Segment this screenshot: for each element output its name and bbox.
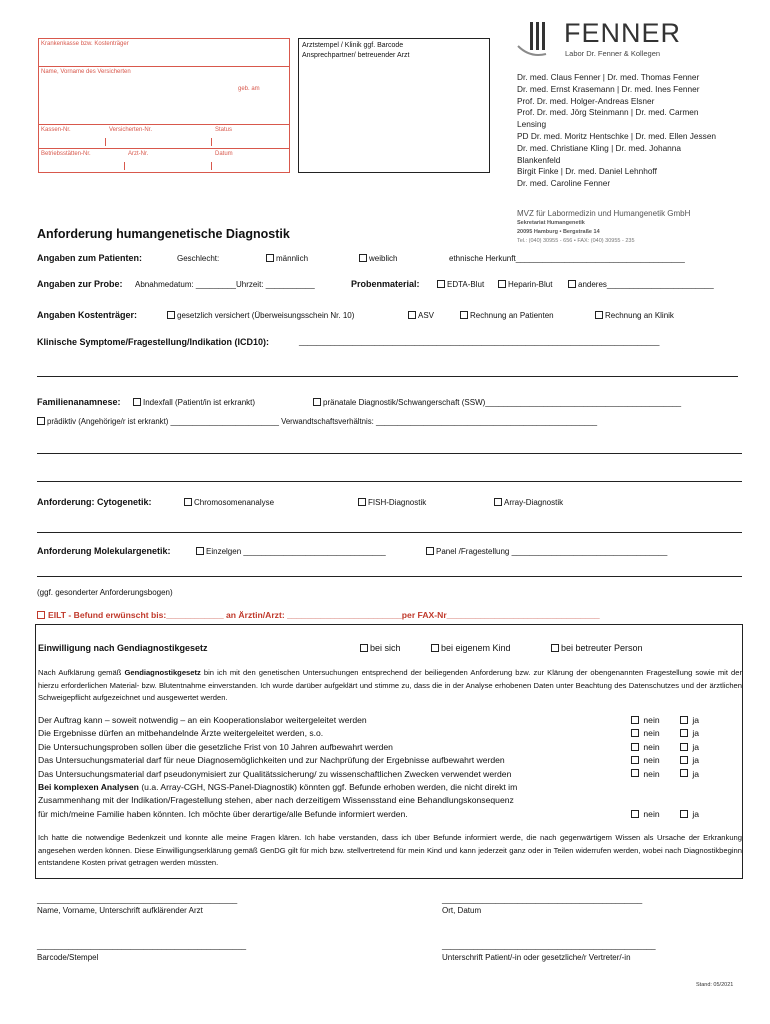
molecular-extra-line[interactable] [37, 576, 742, 577]
doctor-list [517, 72, 716, 190]
q4-yes-option[interactable]: ja [680, 754, 699, 767]
q4-yes-checkbox[interactable] [680, 756, 688, 764]
doctor-line: Birgit Finke | Dr. med. Daniel Lehnhoff [517, 166, 657, 177]
q2-yes-option[interactable]: ja [680, 727, 699, 740]
single-gene-option[interactable]: Einzelgen ________________________________ [196, 547, 386, 556]
question-6-line-2: Zusammenhang mit der Indikation/Fragestellung stehen, aber nach derzeitigem Wissensstand eine Behandlungskonsequenz [38, 795, 514, 806]
fenner-logo-mark-icon [516, 18, 558, 58]
label-kassen-nr: Kassen-Nr. [41, 127, 71, 133]
doctor-line: Prof. Dr. med. Jörg Steinmann | Dr. med. Carmen [517, 107, 699, 118]
q5-yes-checkbox[interactable] [680, 769, 688, 777]
answer-column-no [631, 714, 660, 821]
statutory-checkbox[interactable] [167, 311, 175, 319]
place-date-line[interactable]: _____________________________________________ [442, 895, 643, 904]
chromosome-option[interactable]: Chromosomenanalyse [184, 498, 274, 507]
doctor-signature-line[interactable]: _____________________________________________ [37, 895, 238, 904]
consent-closing: Ich hatte die notwendige Bedenkzeit und konnte alle meine Fragen klären. Ich habe verstanden, dass ich über Befunde informiert werde, die nach gegenwärtigem Wissen als Ursache der Erkrankung angesehen werden können. Diese Einwilligungserklärung gemäß GenDG gilt für mich bzw. stellvertretend für mein Kind und kann jederzeit ganz oder in Teilen widerrufen werden, wobei nach Diagnostikbeginn entstandene Kosten privat getragen werden müssten. [38, 833, 742, 867]
doctor-signature-label: Name, Vorname, Unterschrift aufklärender Arzt [37, 906, 203, 915]
q3-no-checkbox[interactable] [631, 743, 639, 751]
array-checkbox[interactable] [494, 498, 502, 506]
q5-yes-option[interactable]: ja [680, 768, 699, 781]
patient-label: Angaben zum Patienten: [37, 253, 143, 263]
q6-yes-option[interactable]: ja [680, 808, 699, 821]
patient-signature-label: Unterschrift Patient/-in oder gesetzliche/r Vertreter/-in [442, 953, 631, 962]
chromosome-checkbox[interactable] [184, 498, 192, 506]
question-1: Der Auftrag kann – soweit notwendig – an ein Kooperationslabor weitergeleitet werden [38, 715, 367, 725]
doctor-line: PD Dr. med. Moritz Hentschke | Dr. med. Ellen Jessen [517, 130, 717, 141]
doctor-line: Dr. med. Caroline Fenner [517, 178, 611, 189]
clinical-label: Klinische Symptome/Fragestellung/Indikation (ICD10): [37, 337, 270, 347]
q6-yes-checkbox[interactable] [680, 810, 688, 818]
prenatal-option[interactable]: pränatale Diagnostik/Schwangerschaft (SSW)____________________________________________ [313, 398, 681, 407]
consent-title: Einwilligung nach Gendiagnostikgesetz [38, 643, 208, 653]
doctor-line: Lensing [517, 119, 547, 130]
panel-checkbox[interactable] [426, 547, 434, 555]
family-label: Familienanamnese: [37, 397, 121, 407]
patient-bill-checkbox[interactable] [460, 311, 468, 319]
q1-yes-option[interactable]: ja [680, 714, 699, 727]
q3-yes-checkbox[interactable] [680, 743, 688, 751]
female-checkbox[interactable] [359, 254, 367, 262]
sample-label: Angaben zur Probe: [37, 279, 123, 289]
q4-no-option[interactable]: nein [631, 754, 660, 767]
mvz-address: 20095 Hamburg • Bergstraße 14 [517, 229, 600, 235]
q5-no-option[interactable]: nein [631, 768, 660, 781]
stamp-line1: Arztstempel / Klinik ggf. Barcode [302, 42, 404, 49]
q2-no-option[interactable]: nein [631, 727, 660, 740]
logo-name: FENNER [564, 18, 682, 48]
consent-child-checkbox[interactable] [431, 644, 439, 652]
consent-intro: Nach Aufklärung gemäß Gendiagnostikgesetz bin ich mit den genetischen Untersuchungen entsprechend der beiliegenden Anforderung bzw. zur Klärung der obengenannten Fragestellung sowie mit der hierzu erforderlichen Material- bzw. Blutentnahme einverstanden. Ich wurde darüber aufgeklärt und stimme zu, dass die in der Analyse erhobenen Daten unter Beachtung des Datenschutzes und der ärztlichen Schweigepflicht aufgezeichnet und ausgewertet werden. [38, 668, 742, 702]
material-label: Probenmaterial: [351, 279, 420, 289]
fenner-logo [516, 16, 686, 66]
doctor-line: Dr. med. Claus Fenner | Dr. med. Thomas Fenner [517, 72, 700, 82]
question-4: Das Untersuchungsmaterial darf für neue Diagnosemöglichkeiten und zur Nachprüfung der Ergebnisse aufbewahrt werden [38, 755, 505, 766]
consent-supervised-option[interactable]: bei betreuter Person [551, 643, 643, 653]
q1-yes-checkbox[interactable] [680, 716, 688, 724]
answer-column-yes [680, 714, 699, 821]
consent-supervised-checkbox[interactable] [551, 644, 559, 652]
consent-self-checkbox[interactable] [360, 644, 368, 652]
patient-bill-option[interactable]: Rechnung an Patienten [460, 311, 554, 320]
molecular-label: Anforderung Molekulargenetik: [37, 546, 171, 556]
cyto-extra-line[interactable] [37, 532, 742, 533]
clinic-bill-checkbox[interactable] [595, 311, 603, 319]
panel-option[interactable]: Panel /Fragestellung ___________________________________ [426, 547, 667, 556]
consent-child-option[interactable]: bei eigenem Kind [431, 643, 511, 653]
clinical-field[interactable]: _________________________________________________________________________________ [299, 337, 660, 346]
mvz-phone: Tel.: (040) 30955 - 656 • FAX: (040) 30955 - 235 [517, 238, 635, 244]
question-2: Die Ergebnisse dürfen an mitbehandelnde Ärzte weitergeleitet werden, s.o. [38, 728, 324, 739]
q2-no-checkbox[interactable] [631, 729, 639, 737]
barcode-line[interactable]: _______________________________________________ [37, 941, 247, 950]
sample-date-field[interactable]: Abnahmedatum: _________Uhrzeit: ___________ [135, 280, 315, 289]
label-name: Name, Vorname des Versicherten [41, 69, 131, 75]
barcode-label: Barcode/Stempel [37, 953, 99, 962]
urgent-checkbox[interactable] [37, 611, 45, 619]
heparin-option[interactable]: Heparin-Blut [498, 280, 552, 289]
stamp-box[interactable] [298, 38, 490, 173]
other-material-option[interactable]: anderes________________________ [568, 280, 714, 289]
q6-no-checkbox[interactable] [631, 810, 639, 818]
label-kasse: Krankenkasse bzw. Kostenträger [41, 41, 129, 47]
doctor-line: Dr. med. Ernst Krasemann | Dr. med. Ines Fenner [517, 83, 700, 94]
asv-checkbox[interactable] [408, 311, 416, 319]
q1-no-option[interactable]: nein [631, 714, 660, 727]
label-datum: Datum [215, 151, 233, 157]
doctor-line: Prof. Dr. med. Holger-Andreas Elsner [517, 95, 655, 106]
mvz-secretary: Sekretariat Humangenetik [517, 220, 585, 226]
prenatal-checkbox[interactable] [313, 398, 321, 406]
cost-label: Angaben Kostenträger: [37, 310, 138, 320]
label-betriebsstaetten: Betriebsstätten-Nr. [41, 151, 91, 157]
page-title: Anforderung humangenetische Diagnostik [37, 227, 290, 241]
clinical-extra-line[interactable] [37, 376, 738, 377]
edta-option[interactable]: EDTA-Blut [437, 280, 484, 289]
q2-yes-checkbox[interactable] [680, 729, 688, 737]
doctor-line: Blankenfeld [517, 154, 561, 165]
molecular-note: (ggf. gesonderter Anforderungsbogen) [37, 588, 173, 597]
male-checkbox[interactable] [266, 254, 274, 262]
place-date-label: Ort, Datum [442, 906, 482, 915]
q3-no-option[interactable]: nein [631, 741, 660, 754]
single-gene-checkbox[interactable] [196, 547, 204, 555]
patient-signature-line[interactable]: ________________________________________________ [442, 941, 656, 950]
question-6-line-3: für mich/meine Familie haben könnten. Ich möchte über derartige/alle Befunde informiert werden. [38, 808, 408, 819]
array-option[interactable]: Array-Diagnostik [494, 498, 563, 507]
question-5: Das Untersuchungsmaterial darf pseudonymisiert zur Qualitätssicherung/ zu wissenschaftlichen Zwecken verwendet werden [38, 768, 512, 779]
q1-no-checkbox[interactable] [631, 716, 639, 724]
index-checkbox[interactable] [133, 398, 141, 406]
female-option[interactable]: weiblich [359, 254, 397, 263]
predictive-checkbox[interactable] [37, 417, 45, 425]
q6-no-option[interactable]: nein [631, 808, 660, 821]
mvz-name: MVZ für Labormedizin und Humangenetik GmbH [517, 209, 691, 218]
stand-date: Stand: 05/2021 [696, 982, 734, 988]
fish-option[interactable]: FISH-Diagnostik [358, 498, 426, 507]
clinic-bill-option[interactable]: Rechnung an Klinik [595, 311, 674, 320]
urgent-row[interactable]: EILT - Befund erwünscht bis:____________ an Ärztin/Arzt: ________________________per FAX-Nr________________________________ [37, 610, 600, 620]
q4-no-checkbox[interactable] [631, 756, 639, 764]
label-arzt-nr: Arzt-Nr. [128, 151, 149, 157]
male-option[interactable]: männlich [266, 254, 308, 263]
cyto-label: Anforderung: Cytogenetik: [37, 497, 152, 507]
heparin-checkbox[interactable] [498, 280, 506, 288]
family-extra-line-1[interactable] [37, 453, 742, 454]
asv-option[interactable]: ASV [408, 311, 434, 320]
question-3: Die Untersuchungsproben sollen über die gesetzliche Frist von 10 Jahren aufbewahrt werden [38, 741, 393, 752]
consent-questions [38, 714, 517, 821]
q3-yes-option[interactable]: ja [680, 741, 699, 754]
fish-checkbox[interactable] [358, 498, 366, 506]
logo-subtitle: Labor Dr. Fenner & Kollegen [565, 49, 661, 58]
label-versicherten-nr: Versicherten-Nr. [109, 127, 153, 133]
label-geb: geb. am [238, 86, 260, 92]
ethnic-origin-field[interactable]: ethnische Herkunft______________________________________ [449, 254, 685, 263]
sex-label: Geschlecht: [177, 254, 220, 263]
other-material-checkbox[interactable] [568, 280, 576, 288]
family-extra-line-2[interactable] [37, 481, 742, 482]
statutory-option[interactable]: gesetzlich versichert (Überweisungsschein Nr. 10) [167, 311, 354, 320]
question-6-line-1: Bei komplexen Analysen (u.a. Array-CGH, NGS-Panel-Diagnostik) könnten ggf. Befunde erhoben werden, die nicht direkt im [38, 782, 518, 793]
consent-self-option[interactable]: bei sich [360, 643, 401, 653]
label-status: Status [215, 127, 233, 133]
stamp-line2: Ansprechpartner/ betreuender Arzt [302, 52, 410, 59]
q5-no-checkbox[interactable] [631, 769, 639, 777]
index-option[interactable]: Indexfall (Patient/in ist erkrankt) [133, 398, 255, 407]
predictive-option[interactable]: prädiktiv (Angehörige/r ist erkrankt) _________________________ Verwandtschaftsverhältnis: ___________________________________________________ [37, 417, 597, 426]
edta-checkbox[interactable] [437, 280, 445, 288]
doctor-line: Dr. med. Christiane Kling | Dr. med. Johanna [517, 142, 682, 153]
